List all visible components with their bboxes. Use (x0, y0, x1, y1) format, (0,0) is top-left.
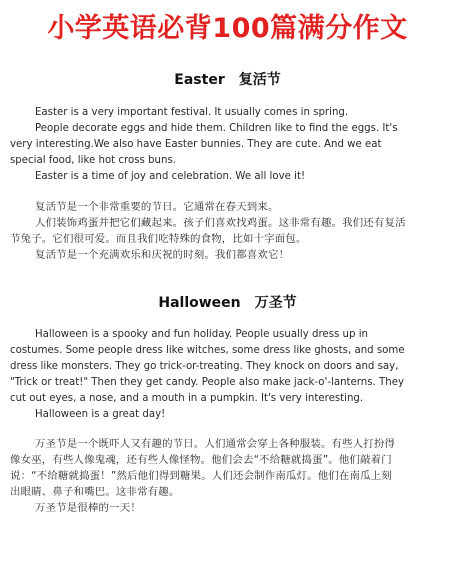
translation-line: 人们装饰鸡蛋并把它们藏起来。孩子们喜欢找鸡蛋。这非常有趣。我们还有复活 (35, 217, 406, 229)
essay-line: dress like monsters. They go trick-or-treating. They knock on doors and say, (10, 361, 399, 372)
translation-line: 复活节是一个非常重要的节日。它通常在春天到来。 (35, 201, 279, 213)
essay-title-chinese: 万圣节 (254, 295, 297, 311)
essay-title-easter (0, 69, 455, 89)
essay-line: costumes. Some people dress like witches, some dress like ghosts, and some (10, 345, 405, 356)
translation-line: 说：“不给糖就捣蛋！”然后他们得到糖果。人们还会制作南瓜灯。他们在南瓜上刻 (10, 470, 392, 482)
essay-title-english: Halloween (158, 295, 241, 311)
essay-line: Halloween is a great day! (35, 409, 166, 420)
translation-line: 万圣节是很棒的一天！ (35, 502, 141, 514)
essay-title-halloween (0, 292, 455, 312)
translation-line: 万圣节是一个既吓人又有趣的节日。人们通常会穿上各种服装。有些人打扮得 (35, 438, 396, 450)
translation-line: 节兔子。它们很可爱。而且我们吃特殊的食物，比如十字面包。 (10, 233, 307, 245)
essay-line: very interesting.We also have Easter bunnies. They are cute. And we eat (10, 139, 382, 150)
essay-line: Easter is a very important festival. It usually comes in spring. (35, 107, 349, 118)
essay-line: People decorate eggs and hide them. Children like to find the eggs. It's (35, 123, 398, 134)
essay-line: Easter is a time of joy and celebration. We all love it! (35, 171, 306, 182)
translation-line: 像女巫，有些人像鬼魂，还有些人像怪物。他们会去“不给糖就捣蛋”。他们敲着门 (10, 454, 392, 466)
essay-line: cut out eyes, a nose, and a mouth in a pumpkin. It's very interesting. (10, 393, 364, 404)
essay-title-chinese: 复活节 (238, 72, 281, 88)
essay-line: Halloween is a spooky and fun holiday. People usually dress up in (35, 329, 368, 340)
essay-line: "Trick or treat!" Then they get candy. People also make jack-o'-lanterns. They (10, 377, 405, 388)
essay-line: special food, like hot cross buns. (10, 155, 176, 166)
translation-line: 复活节是一个充满欢乐和庆祝的时刻。我们都喜欢它！ (35, 249, 290, 261)
translation-line: 出眼睛、鼻子和嘴巴。这非常有趣。 (10, 486, 180, 498)
essay-title-english: Easter (174, 72, 225, 88)
page-title: 小学英语必背100篇满分作文 (47, 13, 408, 44)
